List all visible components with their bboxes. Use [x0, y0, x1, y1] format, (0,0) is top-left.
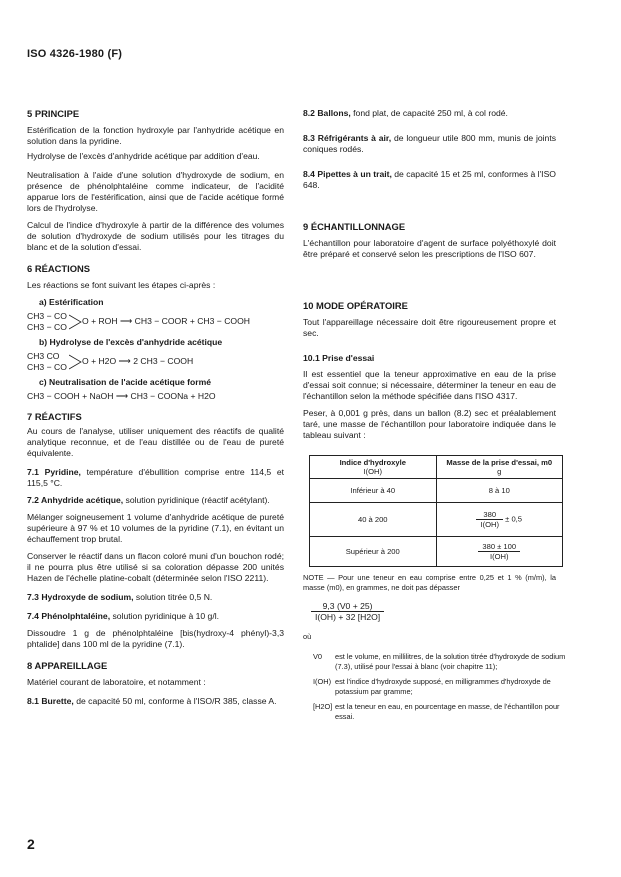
s10-1-paragraph: Peser, à 0,001 g près, dans un ballon (8.2) sec et préalablement taré, une masse de l'échantillon pour laboratoire indiquée dans le tableau suivant : — [303, 408, 556, 440]
section-10-1-title: 10.1 Prise d'essai — [303, 353, 375, 363]
section-6-title: 6 RÉACTIONS — [27, 263, 91, 274]
s6-intro: Les réactions se font suivant les étapes ci-après : — [27, 280, 216, 290]
reaction-c-equation: CH3 − COOH + NaOH ⟶ CH3 − COONa + H2O — [27, 391, 216, 401]
table-row: Inférieur à 40 8 à 10 — [310, 479, 563, 503]
eq-a-bot: CH3 − CO — [27, 322, 67, 332]
eq-a-top: CH3 − CO — [27, 311, 67, 321]
eq-a-rhs: O + ROH ⟶ CH3 − COOR + CH3 − COOH — [82, 316, 250, 326]
s10-1-paragraph: Il est essentiel que la teneur approximative en eau de la prise d'essai soit connue; si nécessaire, déterminer la teneur en eau de l'échantillon selon la méthode spécifiée dans l'ISO 4317. — [303, 369, 556, 401]
document-header: ISO 4326-1980 (F) — [27, 48, 123, 60]
fraction: $\frac{380 \pm 100}{I(OH)}$ — [478, 542, 520, 561]
s5-paragraph: Neutralisation à l'aide d'une solution d'hydroxyde de sodium, en présence de phénolphtaléine comme indicateur, de l'acidité apparue lors de l'estérification, ainsi que de l'acide acétique formé lors de l'hydrolyse. — [27, 170, 284, 213]
apparatus-8-2: 8.2 Ballons, fond plat, de capacité 250 ml, à col rodé. — [303, 108, 508, 118]
s9-paragraph: L'échantillon pour laboratoire d'agent de surface polyéthoxylé doit être préparé et conservé selon les prescriptions de l'ISO 607. — [303, 238, 556, 259]
eq-b-rhs: O + H2O ⟶ 2 CH3 − COOH — [82, 356, 194, 366]
section-9-title: 9 ÉCHANTILLONNAGE — [303, 221, 406, 232]
s7-intro: Au cours de l'analyse, utiliser uniquement des réactifs de qualité analytique reconnue, et de l'eau distillée ou de l'eau de pureté équivalente. — [27, 426, 284, 458]
definition-row: [H2O] est la teneur en eau, en pourcentage en masse, de l'échantillon pour essai. — [313, 702, 560, 721]
reaction-c-label: c) Neutralisation de l'acide acétique formé — [39, 377, 212, 387]
max-mass-formula — [303, 601, 556, 622]
s5-paragraph: Calcul de l'indice d'hydroxyle à partir de la différence des volumes de solution d'hydroxyde de sodium utilisés pour les titrages du blanc et de la solution d'essai. — [27, 220, 284, 252]
symbol-definitions — [313, 652, 566, 721]
definition-row: I(OH) est l'indice d'hydroxyde supposé, en milligrammes d'hydroxyde de potassium par gramme; — [313, 677, 551, 696]
reagent-7-1: 7.1 Pyridine, température d'ébullition comprise entre 114,5 et 115,5 °C. — [27, 467, 284, 488]
reagent-7-2-prep: Mélanger soigneusement 1 volume d'anhydride acétique de pureté supérieure à 97 % et 10 volumes de la pyridine (7.1), en évitant un échauffement trop brutal. — [27, 512, 284, 544]
apparatus-8-4: 8.4 Pipettes à un trait, de capacité 15 et 25 ml, conformes à l'ISO 648. — [303, 169, 556, 190]
s5-paragraph: Estérification de la fonction hydroxyle par l'anhydride acétique en solution dans la pyridine. — [27, 125, 284, 146]
test-portion-table — [309, 455, 563, 567]
reagent-7-4-prep: Dissoudre 1 g de phénolphtaléine [bis(hydroxy-4 phényl)-3,3 phtalide] dans 100 ml de la pyridine (7.1). — [27, 628, 284, 649]
table-header-cell: Masse de la prise d'essai, m0 g — [436, 456, 563, 479]
section-10-title: 10 MODE OPÉRATOIRE — [303, 300, 408, 311]
fraction: $\frac{380}{I(OH)}$ — [476, 510, 503, 529]
reaction-a-label: a) Estérification — [39, 297, 104, 307]
table-row: Supérieur à 200 $\frac{380 \pm 100}{I(OH)}$ — [310, 537, 563, 567]
left-column — [27, 108, 284, 707]
reagent-7-2: 7.2 Anhydride acétique, solution pyridinique (réactif acétylant). — [27, 495, 270, 505]
table-row: 40 à 200 $\frac{380}{I(OH)}$ ± 0,5 — [310, 503, 563, 537]
section-5-title: 5 PRINCIPE — [27, 108, 80, 119]
fraction: $\frac{9,3 (V0 + 25)}{I(OH) + 32 [H2O]}$ — [311, 601, 384, 622]
eq-b-bot: CH3 − CO — [27, 362, 67, 372]
reaction-b-equation — [27, 351, 284, 373]
reagent-7-2-storage: Conserver le réactif dans un flacon coloré muni d'un bouchon rodé; il ne pourra plus être utilisé si sa coloration dépasse 200 unités Hazen de l'échelle platine-cobalt (déterminée selon l'ISO 2211). — [27, 551, 284, 583]
reaction-b-label: b) Hydrolyse de l'excès d'anhydride acétique — [39, 337, 223, 347]
section-7-title: 7 RÉACTIFS — [27, 411, 82, 422]
section-8-title: 8 APPAREILLAGE — [27, 660, 108, 671]
s5-paragraph: Hydrolyse de l'excès d'anhydride acétique par addition d'eau. — [27, 151, 260, 161]
table-header-cell: Indice d'hydroxyle I(OH) — [310, 456, 437, 479]
definition-row: V0 est le volume, en millilitres, de la solution titrée d'hydroxyde de sodium (7.3), utilisé pour l'essai à blanc (voir chapitre 11); — [313, 652, 566, 671]
reagent-7-3: 7.3 Hydroxyde de sodium, solution titrée 0,5 N. — [27, 592, 213, 602]
reaction-a-equation — [27, 311, 284, 333]
eq-b-top: CH3 CO — [27, 351, 60, 361]
table-header-row — [310, 456, 563, 479]
where-label: où — [303, 632, 312, 641]
reagent-7-4: 7.4 Phénolphtaléine, solution pyridinique à 10 g/l. — [27, 611, 220, 621]
page-number: 2 — [27, 836, 35, 852]
apparatus-8-1: 8.1 Burette, de capacité 50 ml, conforme à l'ISO/R 385, classe A. — [27, 696, 277, 706]
apparatus-8-3: 8.3 Réfrigérants à air, de longueur utile 800 mm, munis de joints coniques rodés. — [303, 133, 557, 154]
s8-intro: Matériel courant de laboratoire, et notamment : — [27, 677, 206, 687]
s10-paragraph: Tout l'appareillage nécessaire doit être rigoureusement propre et sec. — [303, 317, 556, 338]
table-note: NOTE — Pour une teneur en eau comprise entre 0,25 et 1 % (m/m), la masse (m0), en grammes, ne doit pas dépasser — [303, 573, 556, 592]
right-column — [303, 108, 566, 721]
